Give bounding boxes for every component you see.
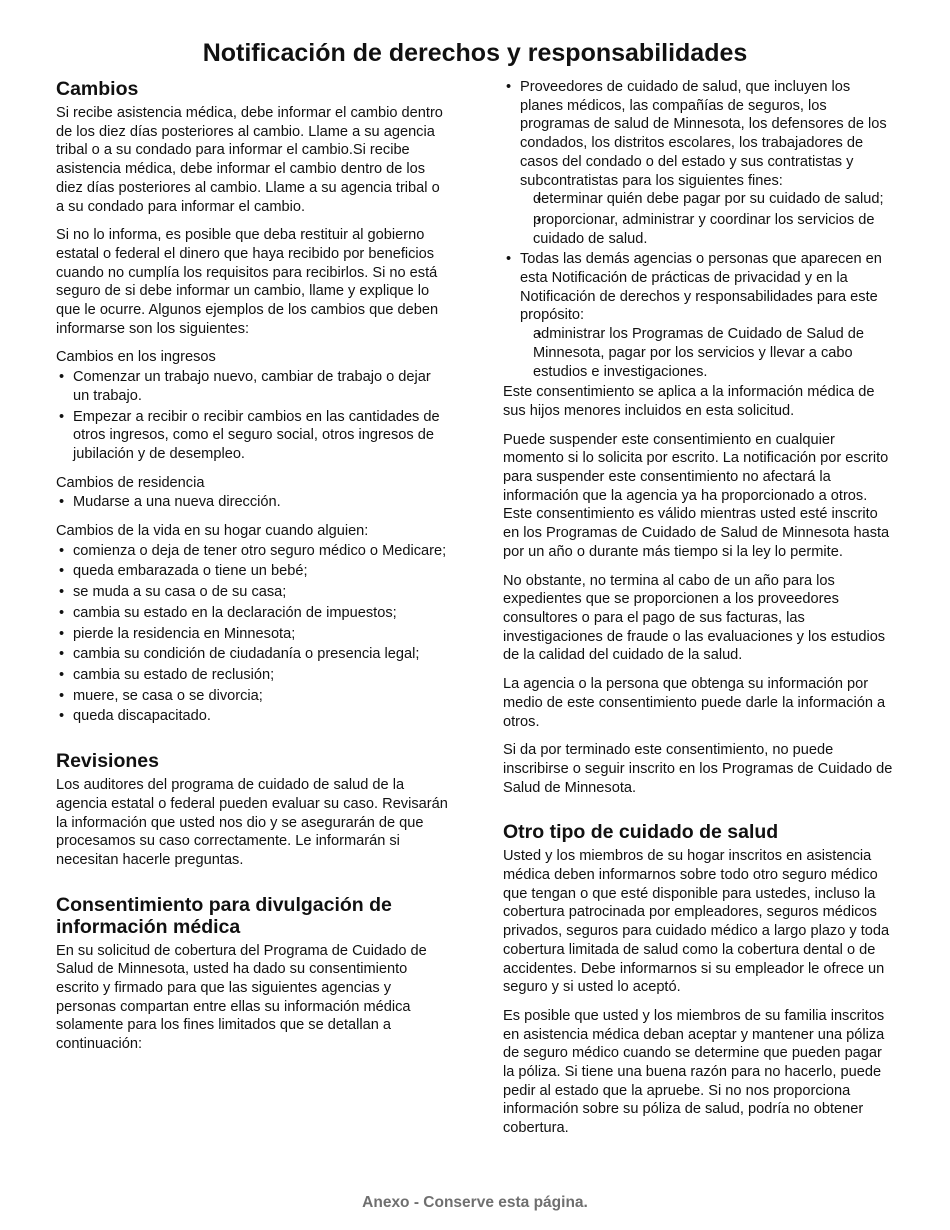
list-ingresos xyxy=(56,368,448,464)
paragraph: Es posible que usted y los miembros de su familia inscritos en asistencia médica deban aceptar y mantener una póliza de seguro médico cuando se determine que pueden pagar la póliza. Si tiene una buena razón para no hacerlo, puede pedir al estado que la apruebe. Si no nos proporciona información sobre su póliza de salud, podría no obtener cobertura. xyxy=(503,1007,885,1137)
list-item: • Mudarse a una nueva dirección. xyxy=(56,493,448,512)
list-label-hogar: Cambios de la vida en su hogar cuando alguien: xyxy=(56,523,369,540)
list-item: • Empezar a recibir o recibir cambios en las cantidades de otros ingresos, como el seguro social, otros ingresos de jubilación y de desempleo. xyxy=(56,408,448,464)
sublist-item: • administrar los Programas de Cuidado de Salud de Minnesota, pagar por los servicios y llevar a cabo estudios e investigaciones. xyxy=(520,325,895,381)
list-item-text: Todas las demás agencias o personas que aparecen en esta Notificación de prácticas de privacidad y en la Notificación de derechos y responsabilidades para este propósito: xyxy=(520,251,882,324)
paragraph: En su solicitud de cobertura del Programa de Cuidado de Salud de Minnesota, usted ha dado su consentimiento escrito y firmado para que las siguientes agencias y personas compartan entre ellas su información médica solamente para los fines limitados que se detallan a continuación: xyxy=(56,942,427,1053)
paragraph: Usted y los miembros de su hogar inscritos en asistencia médica deben informarnos sobre todo otro seguro médico que tengan o que esté disponible para ustedes, incluso la cobertura patrocinada por empleadores, seguros médicos privados, seguros para cuidado médico a largo plazo y toda cobertura limitada de salud como la cobertura dental o de accidentes. Debe informarnos si su empleador le ofrece un seguro y si usted lo aceptó. xyxy=(503,848,890,996)
list-residencia xyxy=(56,493,448,512)
sublist xyxy=(520,190,895,248)
section-heading-otro: Otro tipo de cuidado de salud xyxy=(503,821,779,844)
right-column xyxy=(503,78,895,1148)
sublist xyxy=(520,325,895,381)
section-heading-cambios: Cambios xyxy=(56,78,139,100)
sublist-item: • proporcionar, administrar y coordinar los servicios de cuidado de salud. xyxy=(520,211,895,248)
list-item: • se muda a su casa o de su casa; xyxy=(56,583,448,602)
list-item: • cambia su estado de reclusión; xyxy=(56,666,448,685)
sublist-item: • determinar quién debe pagar por su cuidado de salud; xyxy=(520,190,895,209)
list-consentimiento xyxy=(503,78,895,381)
paragraph: No obstante, no termina al cabo de un año para los expedientes que se proporcionen a los proveedores consultores o para el pago de sus facturas, las investigaciones de fraude o las evaluaciones y los estudios de la calidad del cuidado de la salud. xyxy=(503,572,886,664)
paragraph: Este consentimiento se aplica a la información médica de sus hijos menores incluidos en esta solicitud. xyxy=(503,384,875,419)
list-item: • queda embarazada o tiene un bebé; xyxy=(56,562,448,581)
list-item: • comienza o deja de tener otro seguro médico o Medicare; xyxy=(56,542,448,561)
list-item: • Comenzar un trabajo nuevo, cambiar de trabajo o dejar un trabajo. xyxy=(56,368,448,405)
list-item xyxy=(503,250,895,381)
list-item xyxy=(503,78,895,248)
left-column xyxy=(56,78,448,1064)
paragraph: Puede suspender este consentimiento en cualquier momento si lo solicita por escrito. La notificación por escrito para suspender este consentimiento no afectará la información que la agencia ya ha proporcionado a otros. Este consentimiento es válido mientras usted esté inscrito en los Programas de Cuidado de Salud de Minnesota hasta por un año o durante más tiempo si la ley lo permite. xyxy=(503,431,890,560)
page-footer: Anexo - Conserve esta página. xyxy=(362,1194,588,1211)
paragraph: Los auditores del programa de cuidado de salud de la agencia estatal o federal pueden evaluar su caso. Revisarán la información que usted nos dio y se asegurarán de que procesamos su caso correctamente. Le informarán si necesitan hacerle preguntas. xyxy=(56,777,448,868)
paragraph: Si da por terminado este consentimiento, no puede inscribirse o seguir inscrito en los Programas de Cuidado de Salud de Minnesota. xyxy=(503,742,893,796)
list-item: • cambia su estado en la declaración de impuestos; xyxy=(56,604,448,623)
list-hogar xyxy=(56,542,448,726)
list-item: • queda discapacitado. xyxy=(56,707,448,726)
paragraph: Si no lo informa, es posible que deba restituir al gobierno estatal o federal el dinero que haya recibido por beneficios cuando no cumplía los requisitos para recibirlos. Si no está seguro de si debe informar un cambio, llame y explique lo que le ocurre. Algunos ejemplos de los cambios que deben informarse son los siguientes: xyxy=(56,227,439,337)
section-heading-consentimiento: Consentimiento para divulgación de información médica xyxy=(56,893,392,938)
list-label-ingresos: Cambios en los ingresos xyxy=(56,349,216,366)
list-item: • muere, se casa o se divorcia; xyxy=(56,687,448,706)
section-heading-revisiones: Revisiones xyxy=(56,750,159,773)
list-item: • pierde la residencia en Minnesota; xyxy=(56,625,448,644)
list-item-text: Proveedores de cuidado de salud, que incluyen los planes médicos, las compañías de seguros, los programas de salud de Minnesota, los defensores de los condados, los distritos escolares, los trabajadores de casos del condado o del estado y sus contratistas y subcontratistas para los siguientes fines: xyxy=(520,79,887,189)
list-item: • cambia su condición de ciudadanía o presencia legal; xyxy=(56,645,448,664)
page-title: Notificación de derechos y responsabilidades xyxy=(202,39,748,67)
paragraph: La agencia o la persona que obtenga su información por medio de este consentimiento puede darle la información a otros. xyxy=(503,676,886,730)
paragraph: Si recibe asistencia médica, debe informar el cambio dentro de los diez días posteriores al cambio. Llame a su agencia tribal o a su condado para informar el cambio.Si recibe asistencia médica, debe informar el cambio dentro de los diez días posteriores al cambio. Llame a su agencia tribal o a su condado para informar el cambio. xyxy=(56,105,443,215)
list-label-residencia: Cambios de residencia xyxy=(56,474,205,491)
